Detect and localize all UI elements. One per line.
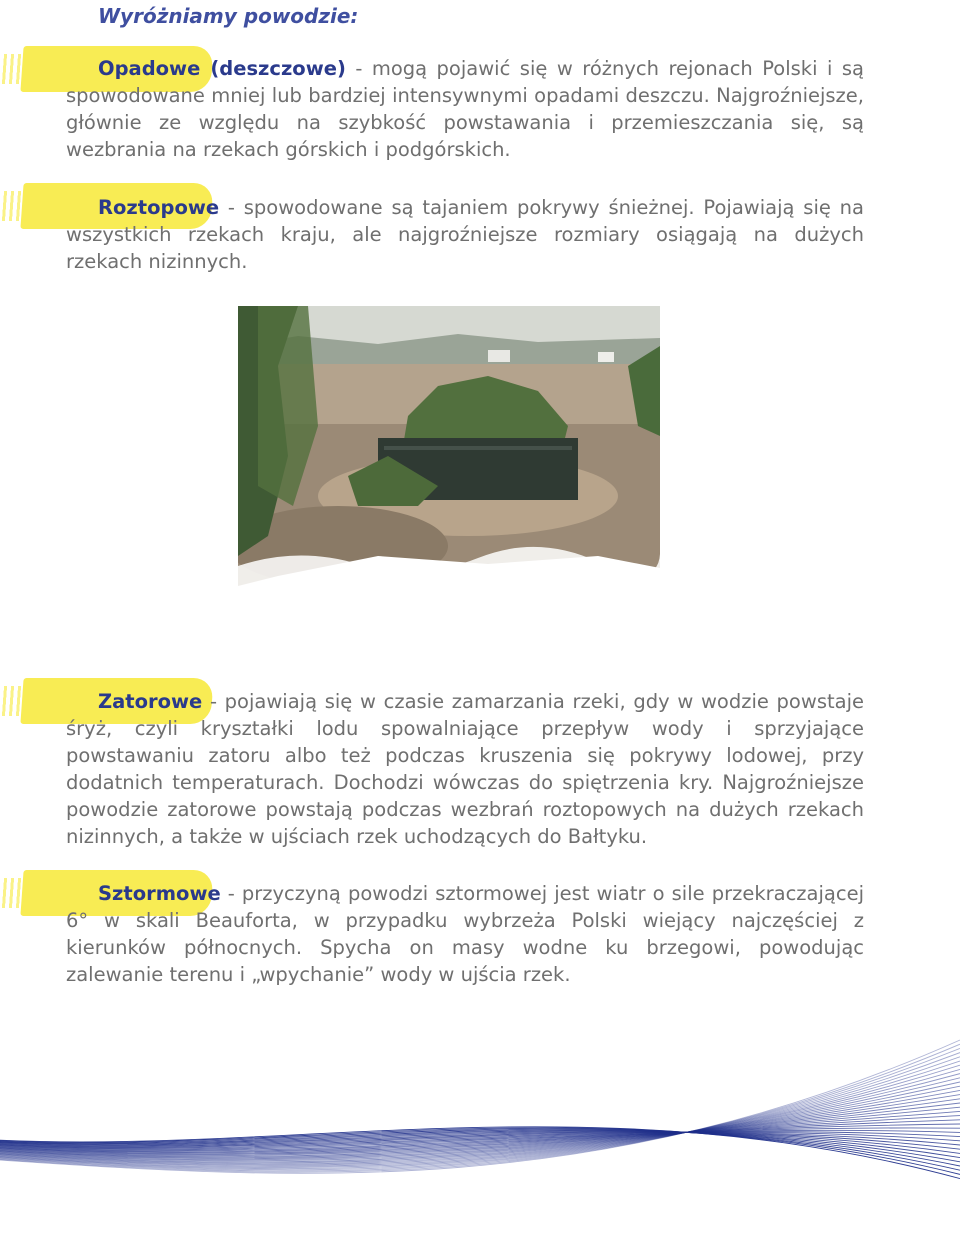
section-text: - mogą pojawić się w różnych rejonach Polski i są spowodowane mniej lub bardziej intensywnymi opadami deszczu. Najgroźniejsze, głównie ze względu na szybkość powstawania i przemieszczania się, są wezbrania na rzekach górskich i podgórskich. <box>66 57 864 161</box>
decorative-wave-lines <box>0 1010 960 1240</box>
term-label: Zatorowe <box>98 690 203 713</box>
term-label: Opadowe (deszczowe) <box>98 57 346 80</box>
section-opadowe <box>66 55 864 163</box>
section-text: - spowodowane są tajaniem pokrywy śnieżnej. Pojawiają się na wszystkich rzekach kraju, ale najgroźniejsze rozmiary osiągają na dużych rzekach nizinnych. <box>66 196 864 273</box>
flood-photo-illustration <box>238 306 660 612</box>
term-label: Roztopowe <box>98 196 220 219</box>
section-sztormowe <box>66 880 864 988</box>
section-text: - pojawiają się w czasie zamarzania rzeki, gdy w wodzie powstaje śryż, czyli kryształki lodu spowalniające przepływ wody i sprzyjające powstawaniu zatoru albo też podczas kruszenia się pokrywy lodowej, przy dodatnich temperaturach. Dochodzi wówczas do spiętrzenia kry. Najgroźniejsze powodzie zatorowe powstają podczas wezbrań roztopowych na dużych rzekach nizinnych, a także w ujściach rzek uchodzących do Bałtyku. <box>66 690 864 848</box>
section-text: - przyczyną powodzi sztormowej jest wiatr o sile przekraczającej 6° w skali Beauforta, w przypadku wybrzeża Polski wiejący najczęściej z kierunków północnych. Spycha on masy wodne ku brzegowi, powodując zalewanie terenu i „wpychanie” wody w ujścia rzek. <box>66 882 864 986</box>
section-zatorowe <box>66 688 864 850</box>
section-roztopowe <box>66 194 864 275</box>
page-heading: Wyróżniamy powodzie: <box>98 4 359 28</box>
flood-photo <box>238 306 660 612</box>
term-label: Sztormowe <box>98 882 221 905</box>
